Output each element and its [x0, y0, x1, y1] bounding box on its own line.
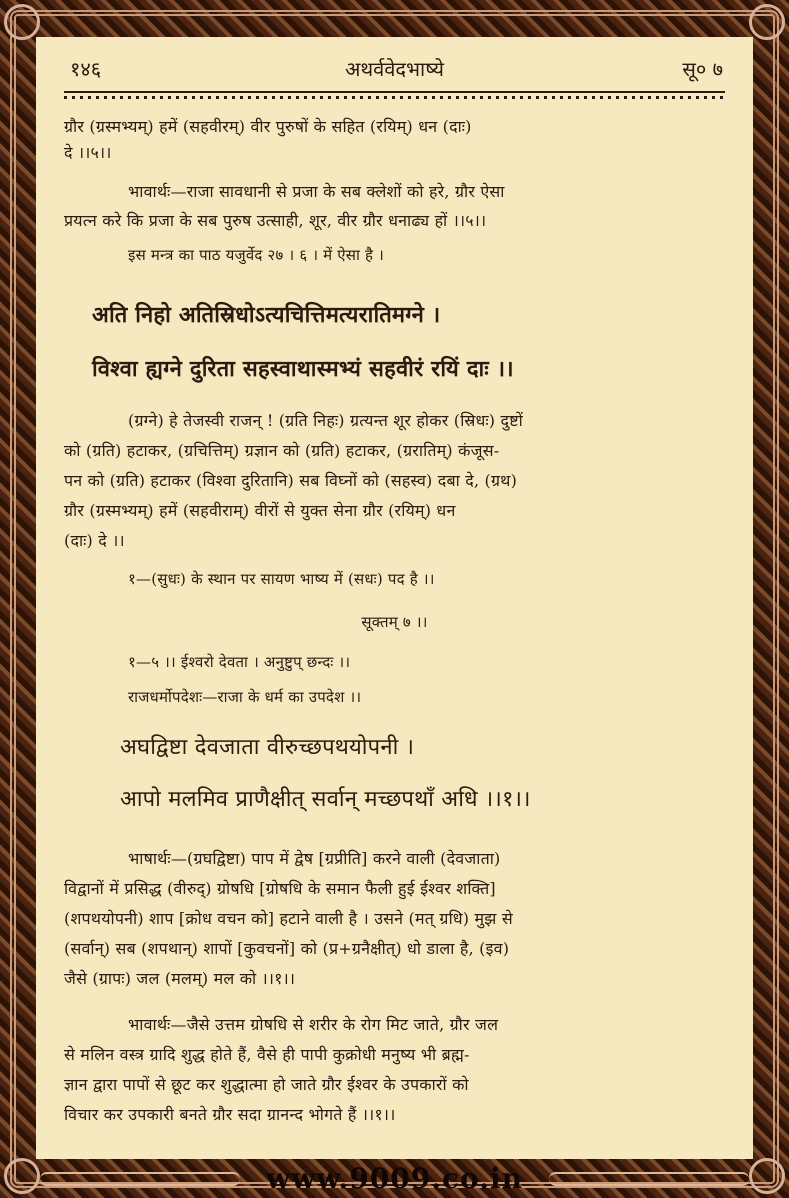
text-line: ग्रौर (ग्रस्मभ्यम्) हमें (सहवीरम्) वीर पुरुषों के सहित (रयिम्) धन (दाः): [64, 117, 472, 136]
text-line: को (ग्रति) हटाकर, (ग्रचित्तिम्) ग्रज्ञान को (ग्रति) हटाकर, (ग्ररातिम्) कंजूस-: [64, 441, 500, 460]
corner-ornament: [749, 4, 785, 40]
text-line: (ग्रग्ने) हे तेजस्वी राजन् ! (ग्रति निहः) ग्रत्यन्त शूर होकर (स्रिधः) दुष्टों: [128, 411, 523, 430]
text-line: भावार्थः—राजा सावधानी से प्रजा के सब क्लेशों को हरे, ग्रौर ऐसा: [128, 182, 505, 201]
book-title: अथर्ववेदभाष्ये: [345, 57, 444, 81]
mantra-line: अघद्विष्टा देवजाता वीरुच्छपथयोपनी ।: [120, 735, 415, 760]
text-line: दे ।।५।।: [64, 143, 112, 162]
footnote: १—(सुधः) के स्थान पर सायण भाष्य में (सधः) पद है ।।: [128, 570, 435, 588]
text-line: (सर्वान्) सब (शपथान्) शापों [कुवचनों] को (प्र+ग्रनैक्षीत्) धो डाला है, (इव): [64, 939, 510, 958]
page-header: [58, 55, 731, 85]
text-line: जैसे (ग्रापः) जल (मलम्) मल को ।।१।।: [64, 969, 296, 988]
website-url[interactable]: www.9009.co.in: [266, 1162, 523, 1195]
mantra-line: अति निहो अतिस्रिधोऽत्यचित्तिमत्यरातिमग्ने ।: [92, 302, 441, 328]
text-line: इस मन्त्र का पाठ यजुर्वेद २७ । ६ । में ऐसा है ।: [128, 246, 385, 264]
text-line: विचार कर उपकारी बनते ग्रौर सदा ग्रानन्द भोगते हैं ।।१।।: [64, 1105, 396, 1124]
text-line: (दाः) दे ।।: [64, 531, 125, 550]
topic-line: राजधर्मोपदेशः—राजा के धर्म का उपदेश ।।: [128, 688, 362, 706]
text-line: ग्रौर (ग्रस्मभ्यम्) हमें (सहवीराम्) वीरों से युक्त सेना ग्रौर (रयिम्) धन: [64, 501, 456, 520]
page-number: १४६: [70, 57, 102, 81]
text-line: ज्ञान द्वारा पापों से छूट कर शुद्धात्मा हो जाते ग्रौर ईश्वर के उपकारों को: [64, 1075, 469, 1094]
text-line: पन को (ग्रति) हटाकर (विश्वा दुरितानि) सब विघ्नों को (सहस्व) दबा दे, (ग्रथ): [64, 471, 518, 490]
mantra-line: आपो मलमिव प्राणैक्षीत् सर्वान् मच्छपथाँ अधि ।।१।।: [120, 787, 531, 812]
header-divider: [64, 91, 725, 99]
text-line: (शपथयोपनी) शाप [क्रोध वचन को] हटाने वाली है । उसने (मत् ग्रधि) मुझ से: [64, 909, 513, 928]
text-line: से मलिन वस्त्र ग्रादि शुद्ध होते हैं, वैसे ही पापी कुक्रोधी मनुष्य भी ब्रह्म-: [64, 1045, 470, 1064]
document-page: [36, 37, 753, 1159]
sukta-heading: सूक्तम् ७ ।।: [361, 613, 428, 631]
text-line: भाषार्थः—(ग्रघद्विष्टा) पाप में द्वेष [ग्रप्रीति] करने वाली (देवजाता): [128, 849, 501, 868]
corner-ornament: [4, 4, 40, 40]
sukta-marker: सू० ७: [682, 57, 723, 81]
mantra-line: विश्वा ह्यग्ने दुरिता सहस्वाथास्मभ्यं सहवीरं रयिं दाः ।।: [92, 356, 514, 382]
text-line: विद्वानों में प्रसिद्ध (वीरुद्) ग्रोषधि [ग्रोषधि के समान फैली हुई ईश्वर शक्ति]: [64, 879, 496, 898]
text-line: भावार्थः—जैसे उत्तम ग्रोषधि से शरीर के रोग मिट जाते, ग्रौर जल: [128, 1015, 499, 1034]
footer-bar: [0, 1160, 789, 1198]
text-line: प्रयत्न करे कि प्रजा के सब पुरुष उत्साही, शूर, वीर ग्रौर धनाढ्य हों ।।५।।: [64, 211, 487, 230]
deity-metre-line: १—५ ।। ईश्वरो देवता । अनुष्टुप् छन्दः ।।: [128, 653, 351, 671]
